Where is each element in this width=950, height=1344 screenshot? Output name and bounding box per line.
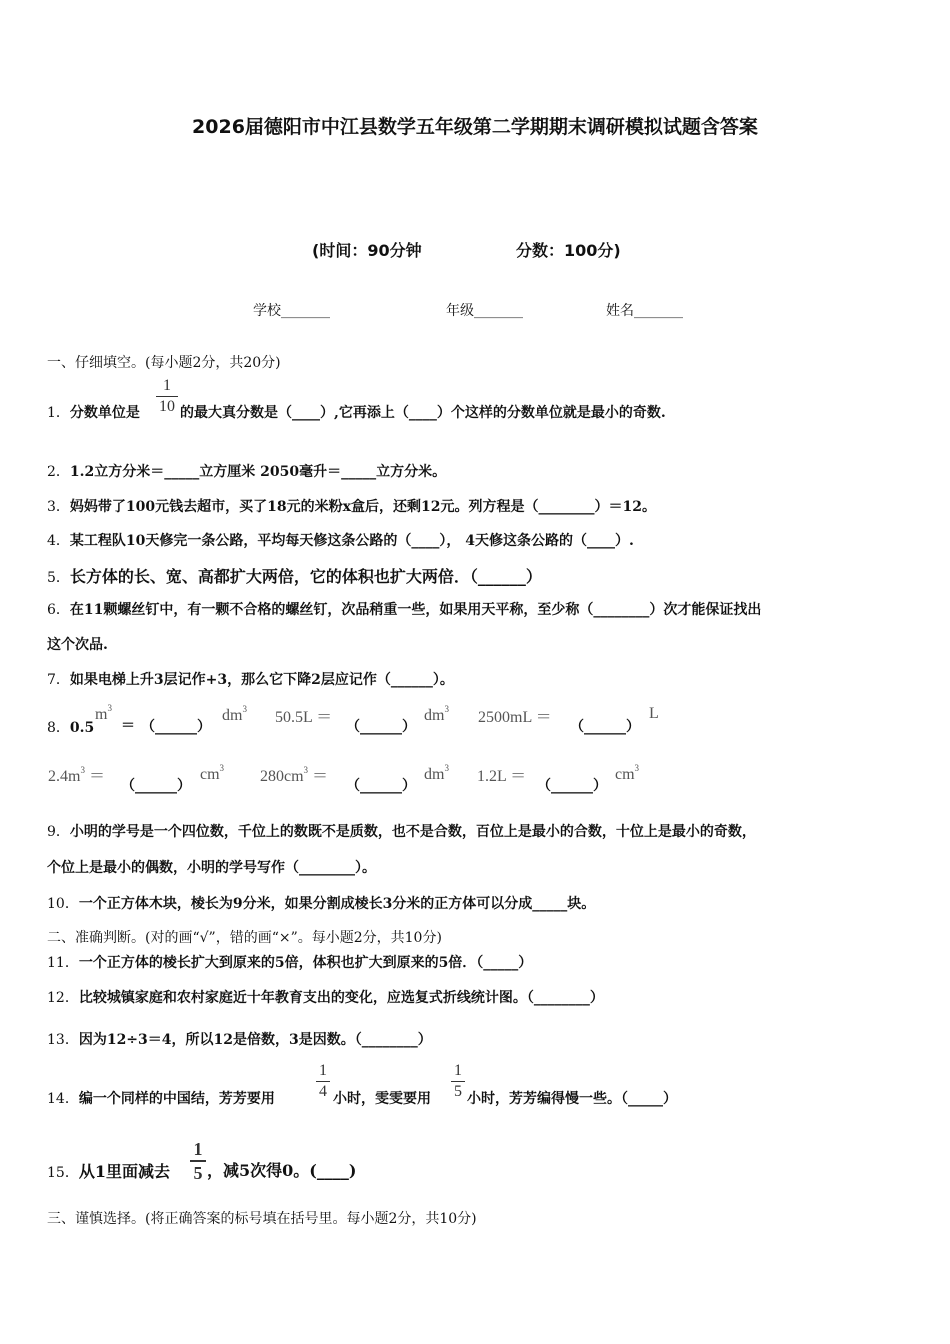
equals-sign: ＝ xyxy=(84,768,105,785)
question-5 xyxy=(47,564,542,587)
unit-dm3 xyxy=(424,763,449,784)
question-14 xyxy=(47,1088,275,1108)
fraction-numerator: 1 xyxy=(193,1139,203,1159)
section-3-heading: 三、谨慎选择。(将正确答案的标号填在括号里。每小题2分，共10分) xyxy=(47,1211,477,1227)
question-6 xyxy=(47,599,761,619)
unit-text: dm xyxy=(424,707,445,724)
value-50-5L: 50.5L ＝ xyxy=(275,709,333,726)
question-number: 9． xyxy=(47,824,70,840)
fraction-numerator: 1 xyxy=(163,377,171,394)
exam-time: (时间：90分钟 xyxy=(312,241,422,260)
question-number: 5． xyxy=(47,570,70,586)
section-2-heading: 二、准确判断。(对的画“√”，错的画“×”。每小题2分，共10分) xyxy=(47,930,442,946)
answer-blank: （______） xyxy=(537,778,607,794)
question-number: 12． xyxy=(47,990,79,1006)
question-text: 1.2立方分米＝_____立方厘米 2050毫升＝_____立方分米。 xyxy=(69,464,447,480)
question-number: 3． xyxy=(47,499,70,515)
question-4 xyxy=(47,530,634,550)
question-8 xyxy=(47,717,94,737)
equals-sign: ＝ xyxy=(121,718,135,734)
superscript: 3 xyxy=(634,763,640,773)
superscript: 3 xyxy=(444,704,449,714)
question-number: 2． xyxy=(47,464,70,480)
question-text: 小时，雯雯要用 xyxy=(333,1091,431,1107)
question-12 xyxy=(47,987,604,1007)
fraction-bar xyxy=(451,1081,465,1082)
school-field: 学校_______ xyxy=(253,303,330,319)
unit-cm3 xyxy=(615,763,639,784)
question-text: 编一个同样的中国结，芳芳要用 xyxy=(78,1091,275,1107)
question-number: 1． xyxy=(47,405,70,421)
question-text: 的最大真分数是（____）,它再添上（____）个这样的分数单位就是最小的奇数. xyxy=(180,405,666,421)
question-9-continued: 个位上是最小的偶数，小明的学号写作（________）。 xyxy=(47,860,376,876)
answer-blank: （______） xyxy=(346,778,416,794)
value-1-2L: 1.2L ＝ xyxy=(477,768,527,785)
superscript: 3 xyxy=(242,704,247,714)
unit-text: dm xyxy=(222,707,243,724)
fraction-1-5-bold xyxy=(190,1140,206,1182)
question-number: 15． xyxy=(47,1165,79,1181)
value-280cm3 xyxy=(260,763,328,786)
question-text: 从1里面减去 xyxy=(78,1162,170,1181)
question-text: 如果电梯上升3层记作+3，那么它下降2层应记作（______）。 xyxy=(69,672,454,688)
answer-blank: （______） xyxy=(570,719,640,735)
unit-cm3 xyxy=(200,763,224,784)
answer-blank: （______） xyxy=(121,778,191,794)
page-title: 2026届德阳市中江县数学五年级第二学期期末调研模拟试题含答案 xyxy=(192,116,758,138)
unit-text: dm xyxy=(424,766,445,783)
fraction-bar xyxy=(316,1081,330,1082)
name-field: 姓名_______ xyxy=(606,303,683,319)
question-3 xyxy=(47,496,656,516)
question-text: 在11颗螺丝钉中，有一颗不合格的螺丝钉，次品稍重一些，如果用天平称，至少称（________）次才能保证找出 xyxy=(69,602,762,618)
question-7 xyxy=(47,669,454,689)
question-text: 分数单位是 xyxy=(69,405,140,421)
question-10 xyxy=(47,893,595,913)
unit-text: cm xyxy=(200,766,220,783)
unit-text: 2.4m xyxy=(48,768,81,785)
fraction-denominator: 5 xyxy=(454,1083,462,1100)
question-number: 13． xyxy=(47,1032,79,1048)
question-number: 10． xyxy=(47,896,79,912)
question-15 xyxy=(47,1159,170,1182)
unit-m3 xyxy=(95,703,112,724)
question-text: 比较城镇家庭和农村家庭近十年教育支出的变化，应选复式折线统计图。（________） xyxy=(78,990,604,1006)
answer-blank: （______） xyxy=(141,719,211,735)
unit-text: cm xyxy=(615,766,635,783)
fraction-numerator: 1 xyxy=(454,1062,462,1079)
exam-score: 分数：100分) xyxy=(516,241,621,260)
question-9 xyxy=(47,821,756,841)
question-6-continued: 这个次品. xyxy=(47,637,108,653)
answer-blank: （______） xyxy=(346,719,416,735)
question-text: 因为12÷3＝4，所以12是倍数，3是因数。（________） xyxy=(78,1032,432,1048)
unit-dm3 xyxy=(222,704,247,725)
fraction-1-10 xyxy=(156,378,178,415)
fraction-1-5 xyxy=(451,1063,465,1100)
question-number: 11． xyxy=(47,955,79,971)
fraction-1-4 xyxy=(316,1063,330,1100)
superscript: 3 xyxy=(219,763,225,773)
question-text: 小明的学号是一个四位数，千位上的数既不是质数，也不是合数，百位上是最小的合数，十位上是最小的奇数， xyxy=(69,824,756,840)
question-number: 6． xyxy=(47,602,70,618)
fraction-denominator: 4 xyxy=(319,1083,327,1100)
fraction-denominator: 5 xyxy=(193,1163,203,1183)
unit-text: 280cm xyxy=(260,768,304,785)
value-2-4m3 xyxy=(48,763,105,786)
fraction-denominator: 10 xyxy=(159,398,175,415)
fraction-bar xyxy=(156,396,178,397)
question-number: 4． xyxy=(47,533,70,549)
unit-L: L xyxy=(649,705,659,722)
unit-dm3 xyxy=(424,704,449,725)
grade-field: 年级_______ xyxy=(446,303,523,319)
question-11 xyxy=(47,952,532,972)
question-text: 一个正方体木块，棱长为9分米，如果分割成棱长3分米的正方体可以分成_____块。 xyxy=(78,896,596,912)
section-1-heading: 一、仔细填空。(每小题2分，共20分) xyxy=(47,355,281,371)
question-number: 14． xyxy=(47,1091,79,1107)
question-number: 8． xyxy=(47,720,70,736)
fraction-numerator: 1 xyxy=(319,1062,327,1079)
superscript: 3 xyxy=(80,765,85,775)
question-text: 一个正方体的棱长扩大到原来的5倍，体积也扩大到原来的5倍．（_____） xyxy=(78,955,533,971)
value-0-5: 0.5 xyxy=(69,720,95,736)
question-text: 小时，芳芳编得慢一些。（_____） xyxy=(467,1091,677,1107)
question-text: 妈妈带了100元钱去超市，买了18元的米粉x盒后，还剩12元。列方程是（________）＝12。 xyxy=(69,499,656,515)
question-text: 某工程队10天修完一条公路，平均每天修这条公路的（____）， 4天修这条公路的（____）. xyxy=(69,533,634,549)
value-2500mL: 2500mL ＝ xyxy=(478,709,552,726)
unit-text: m xyxy=(95,706,108,723)
question-text: 长方体的长、宽、高都扩大两倍，它的体积也扩大两倍．（______） xyxy=(69,567,542,586)
question-1 xyxy=(47,402,140,422)
equals-sign: ＝ xyxy=(308,768,329,785)
question-2 xyxy=(47,461,446,481)
superscript: 3 xyxy=(444,763,449,773)
fraction-bar xyxy=(190,1160,206,1162)
superscript: 3 xyxy=(107,703,112,713)
superscript: 3 xyxy=(303,765,309,775)
question-13 xyxy=(47,1029,432,1049)
question-text: ，减5次得0。(____) xyxy=(207,1161,357,1180)
question-number: 7． xyxy=(47,672,70,688)
